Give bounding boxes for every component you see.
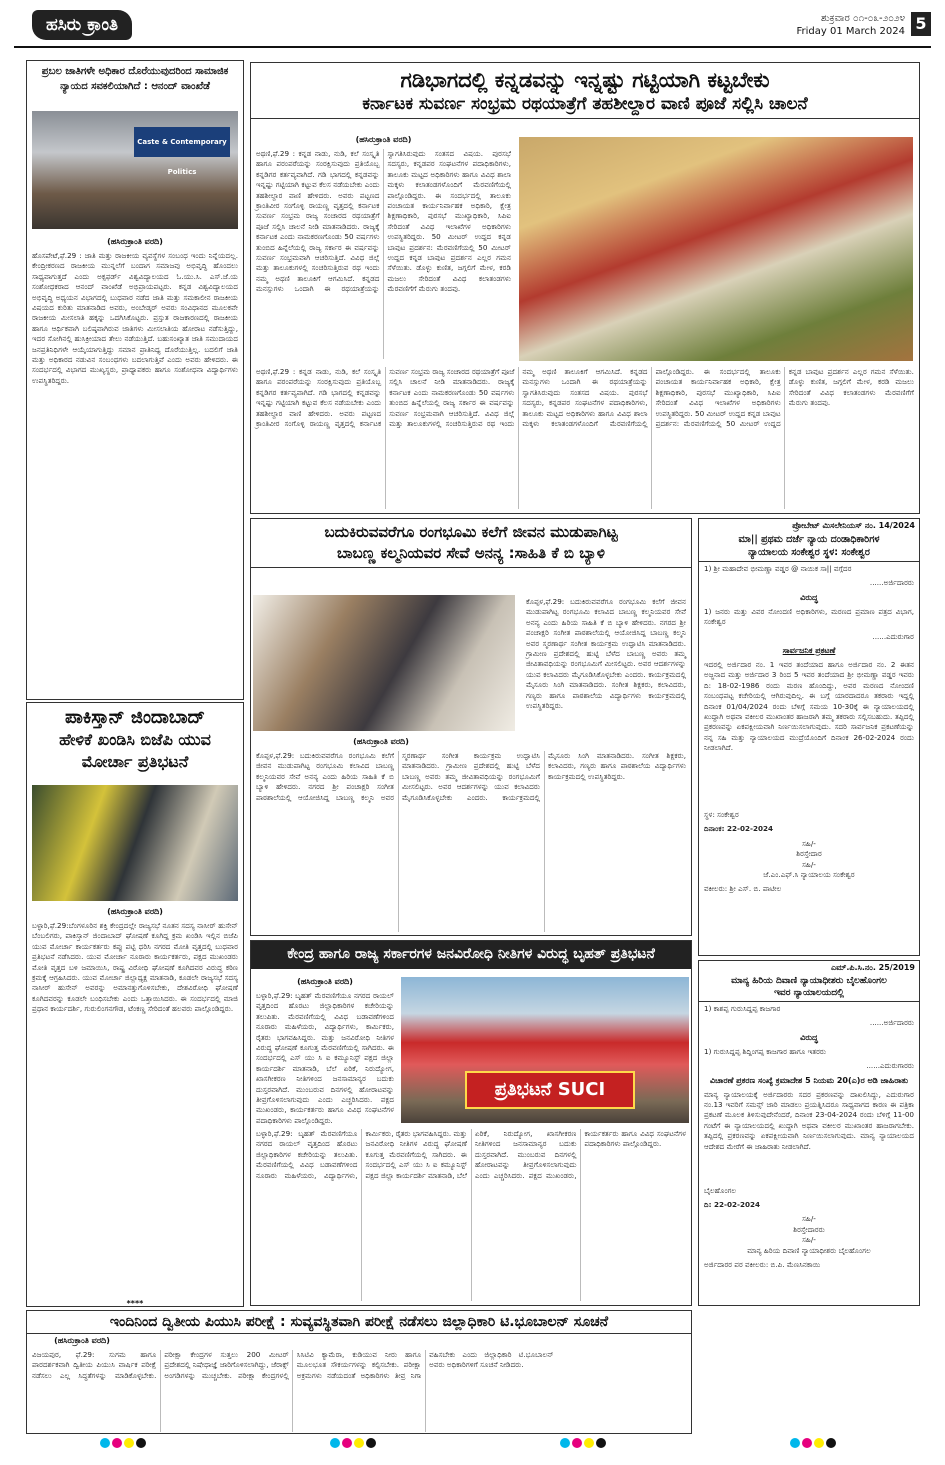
article-protest-headline: ಕೇಂದ್ರ ಹಾಗೂ ರಾಜ್ಯ ಸರ್ಕಾರಗಳ ಜನವಿರೋಧಿ ನೀತಿಗಳ ವಿರುದ್ಧ ಬೃಹತ್ ಪ್ರತಿಭಟನೆ	[251, 941, 691, 969]
article-suci-protest	[250, 940, 692, 1306]
notice-2-petitioner-role: ......ಅರ್ಜಿದಾರರು	[869, 1018, 914, 1028]
article-kannada-body-top: ಅಥಣಿ,ಫೆ.29 : ಕನ್ನಡ ನಾಡು, ನುಡಿ, ಕಲೆ ಸಂಸ್ಕೃತಿ ಹಾಗೂ ಪರಂಪರೆಯನ್ನು ಸಂರಕ್ಷಿಸುವುದು ಪ್ರತಿಯೊಬ್ಬ ಕನ್ನಡಿಗರ ಕರ್ತವ್ಯವಾಗಿದೆ. ಗಡಿ ಭಾಗದಲ್ಲಿ ಕನ್ನಡವನ್ನು ಇನ್ನಷ್ಟು ಗಟ್ಟಿಯಾಗಿ ಕಟ್ಟುವ ಕೆಲಸ ನಡೆಯಬೇಕು ಎಂದು ತಹಶೀಲ್ದಾರ ವಾಣಿ ಹೇಳಿದರು. ಅವರು ಪಟ್ಟಣದ ಕ್ರಾಂತಿವೀರ ಸಂಗೊಳ್ಳಿ ರಾಯಣ್ಣ ವೃತ್ತದಲ್ಲಿ ಕರ್ನಾಟಕ ಸುವರ್ಣ ಸಂಭ್ರಮ ರಾಜ್ಯ ಸಂಚಾರದ ರಥಯಾತ್ರೆಗೆ ಪೂಜೆ ಸಲ್ಲಿಸಿ ಚಾಲನೆ ನೀಡಿ ಮಾತನಾಡಿದರು. ರಾಜ್ಯಕ್ಕೆ ಕರ್ನಾಟಕ ಎಂದು ನಾಮಕರಣಗೊಂಡು 50 ವರ್ಷಗಳು ತುಂಬಿದ ಹಿನ್ನೆಲೆಯಲ್ಲಿ ರಾಜ್ಯ ಸರ್ಕಾರ ಈ ವರ್ಷವನ್ನು ಸುವರ್ಣ ಸಂಭ್ರಮವಾಗಿ ಆಚರಿಸುತ್ತಿದೆ. ವಿವಿಧ ಜಿಲ್ಲೆ ಮತ್ತು ತಾಲೂಕುಗಳಲ್ಲಿ ಸಂಚರಿಸುತ್ತಿರುವ ರಥ ಇಂದು ನಮ್ಮ ಅಥಣಿ ತಾಲೂಕಿಗೆ ಆಗಮಿಸಿದೆ. ಕನ್ನಡದ ಮನಸ್ಸುಗಳು ಒಂದಾಗಿ ಈ ರಥಯಾತ್ರೆಯನ್ನು ಸ್ವಾಗತಿಸಿರುವುದು ಸಂತಸದ ವಿಷಯ. ಪುರಸಭೆ ಸದಸ್ಯರು, ಕನ್ನಡಪರ ಸಂಘಟನೆಗಳ ಪದಾಧಿಕಾರಿಗಳು, ತಾಲೂಕು ಮಟ್ಟದ ಅಧಿಕಾರಿಗಳು ಹಾಗೂ ವಿವಿಧ ಶಾಲಾ ಮಕ್ಕಳು ಕಲಾತಂಡಗಳೊಂದಿಗೆ ಮೆರವಣಿಗೆಯಲ್ಲಿ ಪಾಲ್ಗೊಂಡಿದ್ದರು. ಈ ಸಂದರ್ಭದಲ್ಲಿ ತಾಲೂಕು ಪಂಚಾಯತ ಕಾರ್ಯನಿರ್ವಾಹಕ ಅಧಿಕಾರಿ, ಕ್ಷೇತ್ರ ಶಿಕ್ಷಣಾಧಿಕಾರಿ, ಪುರಸಭೆ ಮುಖ್ಯಾಧಿಕಾರಿ, ಸಿಪಿಐ ಸೇರಿದಂತೆ ವಿವಿಧ ಇಲಾಖೆಗಳ ಅಧಿಕಾರಿಗಳು ಉಪಸ್ಥಿತರಿದ್ದರು. 50 ಮೀಟರ್ ಉದ್ದದ ಕನ್ನಡ ಬಾವುಟ ಪ್ರದರ್ಶನ: ಮೆರವಣಿಗೆಯಲ್ಲಿ 50 ಮೀಟರ್ ಉದ್ದದ ಕನ್ನಡ ಬಾವುಟ ಪ್ರದರ್ಶನ ಎಲ್ಲರ ಗಮನ ಸೆಳೆಯಿತು. ಡೊಳ್ಳು ಕುಣಿತ, ಜಗ್ಗಲಿಗೆ ಮೇಳ, ಕರಡಿ ಮಜಲು ಸೇರಿದಂತೆ ವಿವಿಧ ಕಲಾತಂಡಗಳು ಮೆರವಣಿಗೆಗೆ ಮೆರುಗು ತಂದವು.	[256, 149, 511, 294]
article-caste-politics	[26, 60, 244, 700]
conference-photo	[32, 111, 238, 229]
notice-1-respondent: 1) ಜನರು ಮತ್ತು ವಿವರ ನೋಂದಣಿ ಅಧಿಕಾರಿಗಳು, ಮರಣದ ಪ್ರಮಾಣ ಪತ್ರದ ವಿಭಾಗ, ಸಂಕೇಶ್ವರ	[704, 606, 914, 627]
notice-2-place: ಬೈಲಹೊಂಗಲ	[704, 1185, 737, 1195]
notice-1-ref: ಪ್ರೋಬೇಟ್ ಮಿಸಲೇನಿಯಸ್ ನಂ. 14/2024	[792, 521, 915, 530]
notice-1-sig-1-role: ಶಿರಸ್ತೇದಾರ	[796, 849, 822, 859]
registration-dot	[366, 1438, 376, 1448]
notice-2-advocate: ಅರ್ಜಿದಾರರ ಪರ ವಕೀಲರು: ಬಿ.ಪಿ. ಮೆಣಸಿನಕಾಯಿ	[704, 1260, 821, 1270]
legal-notice-probate	[698, 518, 920, 956]
article-kannada-rathayatra	[250, 62, 920, 514]
registration-dot	[100, 1438, 110, 1448]
notice-1-court-2: ನ್ಯಾಯಾಲಯ ಸಂಕೇಶ್ವರ ಸ್ಥಳ: ಸಂಕೇಶ್ವರ	[699, 546, 919, 562]
article-caste-headline: ಪ್ರಬಲ ಜಾತಿಗಳೇ ಅಧಿಕಾರ ದೊರೆಯುವುದರಿಂದ ಸಾಮಾಜಿಕ ನ್ಯಾಯದ ಸವಕಲಿಯಾಗಿದೆ : ಆನಂದ್ ವಾಂಖೆಡೆ	[41, 66, 229, 92]
notice-2-petitioner: 1) ಕಾಶಪ್ಪ ಗುರುಸಿದ್ದಪ್ಪ ಕಾಜಗಾರ	[704, 1004, 781, 1013]
registration-dot	[584, 1438, 594, 1448]
registration-dot	[596, 1438, 606, 1448]
notice-2-text: ಮಾನ್ಯ ನ್ಯಾಯಾಲಯಕ್ಕೆ ಅರ್ಜಿದಾರರು ಸದರ ಪ್ರಕರಣವನ್ನು ದಾಖಲಿಸಿದ್ದು, ಎದುರುಗಾರ ನಂ.13 ಇವರಿಗೆ ಸಮನ್ಸ್ ಜಾರಿ ಮಾಡಲು ಪ್ರಯತ್ನಿಸಿದರೂ ಸಾಧ್ಯವಾಗದ ಕಾರಣ ಈ ಪತ್ರಿಕಾ ಪ್ರಕಟಣೆ ಮೂಲಕ ತಿಳಿಸುವುದೇನೆಂದರೆ, ದಿನಾಂಕ 23-04-2024 ರಂದು ಬೆಳಿಗ್ಗೆ 11-00 ಗಂಟೆಗೆ ಈ ನ್ಯಾಯಾಲಯದಲ್ಲಿ ಖುದ್ದಾಗಿ ಅಥವಾ ವಕೀಲರ ಮುಖಾಂತರ ಹಾಜರಾಗಬೇಕು. ತಪ್ಪಿದಲ್ಲಿ ಪ್ರಕರಣವನ್ನು ಏಕಪಕ್ಷೀಯವಾಗಿ ನಿರ್ಣಯಿಸಲಾಗುವುದು. ಮಾನ್ಯ ನ್ಯಾಯಾಲಯದ ಆದೇಶದ ಮೇರೆಗೆ ಈ ಜಾಹಿರಾತು ನೀಡಲಾಗಿದೆ.	[704, 1089, 914, 1151]
article-puc-exam	[26, 1310, 692, 1434]
notice-1-vs: ವಿರುದ್ಧ	[800, 592, 818, 602]
notice-2-sig-2-role: ಮಾನ್ಯ ಹಿರಿಯ ದಿವಾಣಿ ನ್ಯಾಯಾಧೀಶರು ಬೈಲಹೊಂಗಲ	[747, 1245, 871, 1255]
article-theatre-body: ಕೊಪ್ಪಳ,ಫೆ.29: ಬದುಕಿರುವವರೆಗೂ ರಂಗಭೂಮಿ ಕಲೆಗೆ ಜೀವನ ಮುಡುಪಾಗಿಟ್ಟ ರಂಗಭೂಮಿ ಕಲಾವಿದ ಬಾಬಣ್ಣ ಕಲ್ಮನಿಯವರ ಸೇವೆ ಅನನ್ಯ ಎಂದು ಹಿರಿಯ ಸಾಹಿತಿ ಕೆ ಬಿ ಬ್ಯಾಳಿ ಹೇಳಿದರು. ನಗರದ ಶ್ರೀ ಪಂಚಾಕ್ಷರಿ ಸಂಗೀತ ಪಾಠಶಾಲೆಯಲ್ಲಿ ಆಯೋಜಿಸಿದ್ದ ಬಾಬಣ್ಣ ಕಲ್ಮನಿ ಅವರ ಸ್ಮರಣಾರ್ಥ ಸಂಗೀತ ಕಾರ್ಯಕ್ರಮ ಉದ್ಘಾಟಿಸಿ ಮಾತನಾಡಿದರು. ಗ್ರಾಮೀಣ ಪ್ರದೇಶದಲ್ಲಿ ಹುಟ್ಟಿ ಬೆಳೆದ ಬಾಬಣ್ಣ ಅವರು ತಮ್ಮ ಜೀವಿತಾವಧಿಯನ್ನು ರಂಗಭೂಮಿಗೆ ಮೀಸಲಿಟ್ಟರು. ಅವರ ಆದರ್ಶಗಳನ್ನು ಯುವ ಕಲಾವಿದರು ಮೈಗೂಡಿಸಿಕೊಳ್ಳಬೇಕು ಎಂದರು. ಕಾರ್ಯಕ್ರಮದಲ್ಲಿ ಮೈಸೂರು ಸಿಂಗಿ ಮಾತನಾಡಿದರು. ಸಂಗೀತ ಶಿಕ್ಷಕರು, ಕಲಾವಿದರು, ಗಣ್ಯರು ಹಾಗೂ ಪಾಠಶಾಲೆಯ ವಿದ್ಯಾರ್ಥಿಗಳು ಕಾರ್ಯಕ್ರಮದಲ್ಲಿ ಉಪಸ್ಥಿತರಿದ್ದರು.	[256, 751, 686, 802]
registration-dot	[826, 1438, 836, 1448]
legal-notice-mpc	[698, 960, 920, 1306]
article-kannada-subhead: ಕರ್ನಾಟಕ ಸುವರ್ಣ ಸಂಭ್ರಮ ರಥಯಾತ್ರೆಗೆ ತಹಶೀಲ್ದಾರ ವಾಣಿ ಪೂಜೆ ಸಲ್ಲಿಸಿ ಚಾಲನೆ	[251, 93, 919, 119]
suci-protest-photo	[401, 977, 689, 1123]
registration-marks-4	[790, 1437, 838, 1451]
registration-dot	[814, 1438, 824, 1448]
issue-date-en: Friday 01 March 2024	[796, 26, 905, 37]
paper-name: ಹಸಿರು ಕ್ರಾಂತಿ	[32, 10, 132, 40]
registration-dot	[330, 1438, 340, 1448]
notice-1-petitioner-role: ......ಅರ್ಜಿದಾರರು	[869, 578, 914, 588]
suci-protest-banner: ಪ್ರತಿಭಟನೆ SUCI	[465, 1071, 635, 1109]
article-protest-body-left: ಬಳ್ಳಾರಿ,ಫೆ.29: ಬೃಹತ್ ಮೆರವಣಿಗೆಯೂ ನಗರದ ರಾಯಲ್ ವೃತ್ತದಿಂದ ಹೊರಟು ಜಿಲ್ಲಾಧಿಕಾರಿಗಳ ಕಚೇರಿಯನ್ನು ತಲುಪಿತು. ಮೆರವಣಿಗೆಯಲ್ಲಿ ವಿವಿಧ ಬಡಾವಣೆಗಳಿಂದ ನೂರಾರು ಮಹಿಳೆಯರು, ವಿದ್ಯಾರ್ಥಿಗಳು, ಕಾರ್ಮಿಕರು, ರೈತರು ಭಾಗವಹಿಸಿದ್ದರು. ಮತ್ತು ಜನವಿರೋಧಿ ನೀತಿಗಳ ವಿರುದ್ಧ ಘೋಷಣೆ ಕೂಗುತ್ತ ಮೆರವಣಿಗೆಯಲ್ಲಿ ಸಾಗಿದರು. ಈ ಸಂದರ್ಭದಲ್ಲಿ ಎಸ್ ಯು ಸಿ ಐ ಕಮ್ಯೂನಿಸ್ಟ್ ಪಕ್ಷದ ಜಿಲ್ಲಾ ಕಾರ್ಯದರ್ಶಿ ಮಾತನಾಡಿ, ಬೆಲೆ ಏರಿಕೆ, ನಿರುದ್ಯೋಗ, ಖಾಸಗೀಕರಣ ನೀತಿಗಳಿಂದ ಜನಸಾಮಾನ್ಯರ ಬದುಕು ದುಸ್ತರವಾಗಿದೆ. ಮುಂಬರುವ ದಿನಗಳಲ್ಲಿ ಹೋರಾಟವನ್ನು ತೀವ್ರಗೊಳಿಸಲಾಗುವುದು ಎಂದು ಎಚ್ಚರಿಸಿದರು. ಪಕ್ಷದ ಮುಖಂಡರು, ಕಾರ್ಯಕರ್ತರು ಹಾಗೂ ವಿವಿಧ ಸಂಘಟನೆಗಳ ಪದಾಧಿಕಾರಿಗಳು ಪಾಲ್ಗೊಂಡಿದ್ದರು.	[256, 991, 394, 1125]
bjp-protest-photo	[32, 785, 238, 901]
registration-dot	[124, 1438, 134, 1448]
registration-marks-1	[100, 1437, 148, 1451]
notice-1-respondent-role: ......ಎದುರುಗಾರ	[872, 631, 914, 641]
issue-date-kn: ಶುಕ್ರವಾರ ೦೧-೦೩-೨೦೨೪	[820, 13, 905, 24]
article-caste-dateline: (ಹಸಿರುಕ್ರಾಂತಿ ವರದಿ)	[107, 237, 163, 246]
article-bjp-protest	[26, 702, 244, 1307]
page-number: 5	[911, 12, 931, 36]
article-pak-headline-3: ಮೋರ್ಚಾ ಪ್ರತಿಭಟನೆ	[81, 752, 189, 771]
article-theatre-headline-1: ಬದುಕಿರುವವರೆಗೂ ರಂಗಭೂಮಿ ಕಲೆಗೆ ಜೀವನ ಮುಡುಪಾಗಿಟ್ಟ	[324, 523, 618, 541]
notice-1-place: ಸ್ಥಳ: ಸಂಕೇಶ್ವರ	[704, 810, 739, 820]
article-kannada-body-bottom: ಅಥಣಿ,ಫೆ.29 : ಕನ್ನಡ ನಾಡು, ನುಡಿ, ಕಲೆ ಸಂಸ್ಕೃತಿ ಹಾಗೂ ಪರಂಪರೆಯನ್ನು ಸಂರಕ್ಷಿಸುವುದು ಪ್ರತಿಯೊಬ್ಬ ಕನ್ನಡಿಗರ ಕರ್ತವ್ಯವಾಗಿದೆ. ಗಡಿ ಭಾಗದಲ್ಲಿ ಕನ್ನಡವನ್ನು ಇನ್ನಷ್ಟು ಗಟ್ಟಿಯಾಗಿ ಕಟ್ಟುವ ಕೆಲಸ ನಡೆಯಬೇಕು ಎಂದು ತಹಶೀಲ್ದಾರ ವಾಣಿ ಹೇಳಿದರು. ಅವರು ಪಟ್ಟಣದ ಕ್ರಾಂತಿವೀರ ಸಂಗೊಳ್ಳಿ ರಾಯಣ್ಣ ವೃತ್ತದಲ್ಲಿ ಕರ್ನಾಟಕ ಸುವರ್ಣ ಸಂಭ್ರಮ ರಾಜ್ಯ ಸಂಚಾರದ ರಥಯಾತ್ರೆಗೆ ಪೂಜೆ ಸಲ್ಲಿಸಿ ಚಾಲನೆ ನೀಡಿ ಮಾತನಾಡಿದರು. ರಾಜ್ಯಕ್ಕೆ ಕರ್ನಾಟಕ ಎಂದು ನಾಮಕರಣಗೊಂಡು 50 ವರ್ಷಗಳು ತುಂಬಿದ ಹಿನ್ನೆಲೆಯಲ್ಲಿ ರಾಜ್ಯ ಸರ್ಕಾರ ಈ ವರ್ಷವನ್ನು ಸುವರ್ಣ ಸಂಭ್ರಮವಾಗಿ ಆಚರಿಸುತ್ತಿದೆ. ವಿವಿಧ ಜಿಲ್ಲೆ ಮತ್ತು ತಾಲೂಕುಗಳಲ್ಲಿ ಸಂಚರಿಸುತ್ತಿರುವ ರಥ ಇಂದು ನಮ್ಮ ಅಥಣಿ ತಾಲೂಕಿಗೆ ಆಗಮಿಸಿದೆ. ಕನ್ನಡದ ಮನಸ್ಸುಗಳು ಒಂದಾಗಿ ಈ ರಥಯಾತ್ರೆಯನ್ನು ಸ್ವಾಗತಿಸಿರುವುದು ಸಂತಸದ ವಿಷಯ. ಪುರಸಭೆ ಸದಸ್ಯರು, ಕನ್ನಡಪರ ಸಂಘಟನೆಗಳ ಪದಾಧಿಕಾರಿಗಳು, ತಾಲೂಕು ಮಟ್ಟದ ಅಧಿಕಾರಿಗಳು ಹಾಗೂ ವಿವಿಧ ಶಾಲಾ ಮಕ್ಕಳು ಕಲಾತಂಡಗಳೊಂದಿಗೆ ಮೆರವಣಿಗೆಯಲ್ಲಿ ಪಾಲ್ಗೊಂಡಿದ್ದರು. ಈ ಸಂದರ್ಭದಲ್ಲಿ ತಾಲೂಕು ಪಂಚಾಯತ ಕಾರ್ಯನಿರ್ವಾಹಕ ಅಧಿಕಾರಿ, ಕ್ಷೇತ್ರ ಶಿಕ್ಷಣಾಧಿಕಾರಿ, ಪುರಸಭೆ ಮುಖ್ಯಾಧಿಕಾರಿ, ಸಿಪಿಐ ಸೇರಿದಂತೆ ವಿವಿಧ ಇಲಾಖೆಗಳ ಅಧಿಕಾರಿಗಳು ಉಪಸ್ಥಿತರಿದ್ದರು. 50 ಮೀಟರ್ ಉದ್ದದ ಕನ್ನಡ ಬಾವುಟ ಪ್ರದರ್ಶನ: ಮೆರವಣಿಗೆಯಲ್ಲಿ 50 ಮೀಟರ್ ಉದ್ದದ ಕನ್ನಡ ಬಾವುಟ ಪ್ರದರ್ಶನ ಎಲ್ಲರ ಗಮನ ಸೆಳೆಯಿತು. ಡೊಳ್ಳು ಕುಣಿತ, ಜಗ್ಗಲಿಗೆ ಮೇಳ, ಕರಡಿ ಮಜಲು ಸೇರಿದಂತೆ ವಿವಿಧ ಕಲಾತಂಡಗಳು ಮೆರವಣಿಗೆಗೆ ಮೆರುಗು ತಂದವು.	[256, 367, 914, 429]
registration-dot	[790, 1438, 800, 1448]
article-theatre-babanna	[250, 518, 692, 936]
notice-1-sig-2: ಸಹಿ/-	[802, 859, 816, 869]
article-pak-body: ಬಳ್ಳಾರಿ,ಫೆ.29:ಬೆಂಗಳೂರಿನ ಶಕ್ತಿ ಕೇಂದ್ರದಲ್ಲೇ ರಾಜ್ಯಸಭೆ ನೂತನ ಸದಸ್ಯ ನಾಸೀರ್ ಹುಸೇನ್ ಬೆಂಬಲಿಗರು, ಪಾಕಿಸ್ತಾನ್ ಜಿಂದಾಬಾದ್ ಘೋಷಣೆ ಕೂಗಿದ್ದ ಕ್ರಮ ಖಂಡಿಸಿ ಇಲ್ಲಿನ ಬಿಜೆಪಿ ಯುವ ಮೋರ್ಚಾ ಕಾರ್ಯಕರ್ತರು ಕಪ್ಪು ಪಟ್ಟಿ ಧರಿಸಿ ನಗರದ ಮೋತಿ ವೃತ್ತದಲ್ಲಿ ಬುಧವಾರ ಪ್ರತಿಭಟನೆ ನಡೆಸಿದರು. ಯುವ ಮೋರ್ಚಾ ನೂರಾರು ಕಾರ್ಯಕರ್ತರು, ಪಕ್ಷದ ಮುಖಂಡರು ಮೋತಿ ವೃತ್ತದ ಬಳಿ ಜಮಾಯಿಸಿ, ರಾಷ್ಟ್ರ ವಿರೋಧಿ ಘೋಷಣೆ ಕೂಗಿದವರ ವಿರುದ್ಧ ಕಠಿಣ ಕ್ರಮಕ್ಕೆ ಆಗ್ರಹಿಸಿದರು. ಯುವ ಮೋರ್ಚಾ ಜಿಲ್ಲಾಧ್ಯಕ್ಷ ಮಾತನಾಡಿ, ಕೂಡಲೇ ರಾಜ್ಯಸಭೆ ಸದಸ್ಯ ನಾಸೀರ್ ಹುಸೇನ್ ಅವರನ್ನು ಅಮಾನತ್ತುಗೊಳಿಸಬೇಕು, ದೇಶವಿರೋಧಿ ಘೋಷಣೆ ಕೂಗಿದವರನ್ನು ಕೂಡಲೇ ಬಂಧಿಸಬೇಕು ಎಂದು ಒತ್ತಾಯಿಸಿದರು. ಈ ಸಂದರ್ಭದಲ್ಲಿ ಮಾಜಿ ಪ್ರಧಾನ ಕಾರ್ಯದರ್ಶಿ, ಗುರುಲಿಂಗನಗೌಡ, ಟೆಂಕಣ್ಣ ಸೇರಿದಂತೆ ಹಲವರು ಪಾಲ್ಗೊಂಡಿದ್ದರು.	[32, 921, 238, 1014]
article-theatre-dateline: (ಹಸಿರುಕ್ರಾಂತಿ ವರದಿ)	[353, 737, 409, 746]
notice-1-date: ದಿನಾಂಕ: 22-02-2024	[704, 824, 773, 834]
article-caste-body: ಹೊಸಪೇಟೆ,ಫೆ.29 : ಜಾತಿ ಮತ್ತು ರಾಜಕೀಯ ವ್ಯವಸ್ಥೆಗಳ ಸಂಬಂಧ ಇಂದು ನಿನ್ನೆಯದಲ್ಲ. ಕೇಂದ್ರೀಕರಣದ ರಾಜಕೀಯ ಮುನ್ನಲೆಗೆ ಬಂದಾಗ ಸಮಾಜವು ಅಭಿವೃದ್ಧಿ ಹೊಂದಲು ಸಾಧ್ಯವಾಗುತ್ತದೆ ಎಂದು ಅಕ್ಸಫರ್ಡ್ ವಿಶ್ವವಿದ್ಯಾಲಯದ ಓ.ಯು.ಸಿ. ಎಸ್.ಜೆ.ಯ ಸಂಶೋಧಕರಾದ ಆನಂದ್ ವಾಂಖೆಡೆ ಅಭಿಪ್ರಾಯಪಟ್ಟರು. ಕನ್ನಡ ವಿಶ್ವವಿದ್ಯಾಲಯದ ಅಭಿವೃದ್ಧಿ ಅಧ್ಯಯನ ವಿಭಾಗದಲ್ಲಿ ಬುಧವಾರ ನಡೆದ ಜಾತಿ ಮತ್ತು ಸಮಕಾಲೀನ ರಾಜಕೀಯ ವಿಷಯದ ಕುರಿತು ಮಾತನಾಡಿದ ಅವರು, ಅಂಬೇಡ್ಕರ್ ಅವರು ಸಂವಿಧಾನದ ಮೂಲಕವೇ ರಾಜಕೀಯ ಮೀಸಲಾತಿ ಹಕ್ಕನ್ನು ಒದಗಿಸಿಕೊಟ್ಟರು. ಪ್ರಸ್ತುತ ರಾಜಕಾರಣದಲ್ಲಿ ರಾಜಕೀಯ ಹಾಗೂ ಆರ್ಥಿಕವಾಗಿ ಬಲಿಷ್ಠವಾಗಿರುವ ಜಾತಿಗಳು ಮೀಸಲಾತಿಯ ಹೋರಾಟ ನಡೆಸುತ್ತಿದ್ದು, ಇದರ ಸೋಗಿನಲ್ಲಿ ಹುಸಿಕ್ರೀಯಾದ ತೇಲು ನಡೆಯುತ್ತಿದೆ. ಬಹುಸಂಖ್ಯಾತ ಜಾತಿ ಸಮುದಾಯದ ಜನಪ್ರತಿನಿಧಿಗಳೇ ಆಯ್ಕೆಯಾಗುತ್ತಿದ್ದು ಸಮಾನ ಪ್ರಾತಿನಿಧ್ಯ ದೊರೆಯುತ್ತಿಲ್ಲ. ಬದಲಿಗೆ ಜಾತಿ ಮತ್ತು ಅಧಿಕಾರದ ನಡುವಿನ ಸಂಬಂಧಗಳು ಬದಲಾಗುತ್ತಿವೆ ಎಂದು ಅವರು ಹೇಳಿದರು. ಈ ಸಂದರ್ಭದಲ್ಲಿ ವಿಭಾಗದ ಮುಖ್ಯಸ್ಥರು, ಪ್ರಾಧ್ಯಾಪಕರು ಹಾಗೂ ಸಂಶೋಧನಾ ವಿದ್ಯಾರ್ಥಿಗಳು ಉಪಸ್ಥಿತರಿದ್ದರು.	[32, 251, 238, 385]
article-pak-dateline: (ಹಸಿರುಕ್ರಾಂತಿ ವರದಿ)	[107, 907, 163, 916]
notice-2-respondent-role: ......ಎದುರುಗಾರರು	[866, 1061, 914, 1071]
notice-2-court-2: ಇವರ ನ್ಯಾಯಾಲಯದಲ್ಲಿ	[699, 987, 919, 1002]
registration-marks-3	[560, 1437, 608, 1451]
article-kannada-dateline: (ಹಸಿರುಕ್ರಾಂತಿ ವರದಿ)	[355, 135, 412, 144]
registration-dot	[802, 1438, 812, 1448]
article-puc-dateline: (ಹಸಿರುಕ್ರಾಂತಿ ವರದಿ)	[54, 1336, 110, 1345]
registration-dot	[342, 1438, 352, 1448]
notice-1-sig-2-role: ಜೆ.ಎಂ.ಎಫ್.ಸಿ ನ್ಯಾಯಾಲಯ ಸಂಕೇಶ್ವರ	[763, 870, 855, 880]
article-pak-end-mark: ****	[126, 1299, 144, 1307]
article-theatre-body-right: ಕೊಪ್ಪಳ,ಫೆ.29: ಬದುಕಿರುವವರೆಗೂ ರಂಗಭೂಮಿ ಕಲೆಗೆ ಜೀವನ ಮುಡುಪಾಗಿಟ್ಟ ರಂಗಭೂಮಿ ಕಲಾವಿದ ಬಾಬಣ್ಣ ಕಲ್ಮನಿಯವರ ಸೇವೆ ಅನನ್ಯ ಎಂದು ಹಿರಿಯ ಸಾಹಿತಿ ಕೆ ಬಿ ಬ್ಯಾಳಿ ಹೇಳಿದರು. ನಗರದ ಶ್ರೀ ಪಂಚಾಕ್ಷರಿ ಸಂಗೀತ ಪಾಠಶಾಲೆಯಲ್ಲಿ ಆಯೋಜಿಸಿದ್ದ ಬಾಬಣ್ಣ ಕಲ್ಮನಿ ಅವರ ಸ್ಮರಣಾರ್ಥ ಸಂಗೀತ ಕಾರ್ಯಕ್ರಮ ಉದ್ಘಾಟಿಸಿ ಮಾತನಾಡಿದರು. ಗ್ರಾಮೀಣ ಪ್ರದೇಶದಲ್ಲಿ ಹುಟ್ಟಿ ಬೆಳೆದ ಬಾಬಣ್ಣ ಅವರು ತಮ್ಮ ಜೀವಿತಾವಧಿಯನ್ನು ರಂಗಭೂಮಿಗೆ ಮೀಸಲಿಟ್ಟರು. ಅವರ ಆದರ್ಶಗಳನ್ನು ಯುವ ಕಲಾವಿದರು ಮೈಗೂಡಿಸಿಕೊಳ್ಳಬೇಕು ಎಂದರು. ಕಾರ್ಯಕ್ರಮದಲ್ಲಿ ಮೈಸೂರು ಸಿಂಗಿ ಮಾತನಾಡಿದರು. ಸಂಗೀತ ಶಿಕ್ಷಕರು, ಕಲಾವಿದರು, ಗಣ್ಯರು ಹಾಗೂ ಪಾಠಶಾಲೆಯ ವಿದ್ಯಾರ್ಥಿಗಳು ಕಾರ್ಯಕ್ರಮದಲ್ಲಿ ಉಪಸ್ಥಿತರಿದ್ದರು.	[526, 597, 686, 711]
registration-marks-2	[330, 1437, 378, 1451]
notice-2-sig-1: ಸಹಿ/-	[802, 1214, 816, 1224]
registration-dot	[354, 1438, 364, 1448]
notice-2-vs: ವಿರುದ್ಧ	[800, 1032, 818, 1042]
notice-1-sig-1: ಸಹಿ/-	[802, 838, 816, 848]
issue-date	[796, 12, 905, 38]
registration-dot	[112, 1438, 122, 1448]
article-puc-headline: ಇಂದಿನಿಂದ ದ್ವಿತೀಯ ಪಿಯುಸಿ ಪರೀಕ್ಷೆ : ಸುವ್ಯವಸ್ಥಿತವಾಗಿ ಪರೀಕ್ಷೆ ನಡೆಸಲು ಜಿಲ್ಲಾಧಿಕಾರಿ ಟಿ.ಭೂಬಾಲನ್ ಸೂಚನೆ	[27, 1311, 691, 1334]
article-theatre-headline-2: ಬಾಬಣ್ಣ ಕಲ್ಮನಿಯವರ ಸೇವೆ ಅನನ್ಯ :ಸಾಹಿತಿ ಕೆ ಬಿ ಬ್ಯಾಳಿ	[251, 543, 691, 568]
article-kannada-headline: ಗಡಿಭಾಗದಲ್ಲಿ ಕನ್ನಡವನ್ನು ಇನ್ನಷ್ಟು ಗಟ್ಟಿಯಾಗಿ ಕಟ್ಟಬೇಕು	[400, 68, 770, 92]
notice-2-respondent: 1) ಗುರುಸಿದ್ದಪ್ಪ ಶಿದ್ದಿಂಗಪ್ಪ ಕಾಜಗಾರ ಹಾಗೂ ಇತರರು	[704, 1046, 827, 1056]
notice-2-sig-1-role: ಶಿರಸ್ತೇದಾರರು	[793, 1224, 825, 1234]
notice-2-date: ದಿ: 22-02-2024	[704, 1200, 760, 1210]
article-protest-body: ಬಳ್ಳಾರಿ,ಫೆ.29: ಬೃಹತ್ ಮೆರವಣಿಗೆಯೂ ನಗರದ ರಾಯಲ್ ವೃತ್ತದಿಂದ ಹೊರಟು ಜಿಲ್ಲಾಧಿಕಾರಿಗಳ ಕಚೇರಿಯನ್ನು ತಲುಪಿತು. ಮೆರವಣಿಗೆಯಲ್ಲಿ ವಿವಿಧ ಬಡಾವಣೆಗಳಿಂದ ನೂರಾರು ಮಹಿಳೆಯರು, ವಿದ್ಯಾರ್ಥಿಗಳು, ಕಾರ್ಮಿಕರು, ರೈತರು ಭಾಗವಹಿಸಿದ್ದರು. ಮತ್ತು ಜನವಿರೋಧಿ ನೀತಿಗಳ ವಿರುದ್ಧ ಘೋಷಣೆ ಕೂಗುತ್ತ ಮೆರವಣಿಗೆಯಲ್ಲಿ ಸಾಗಿದರು. ಈ ಸಂದರ್ಭದಲ್ಲಿ ಎಸ್ ಯು ಸಿ ಐ ಕಮ್ಯೂನಿಸ್ಟ್ ಪಕ್ಷದ ಜಿಲ್ಲಾ ಕಾರ್ಯದರ್ಶಿ ಮಾತನಾಡಿ, ಬೆಲೆ ಏರಿಕೆ, ನಿರುದ್ಯೋಗ, ಖಾಸಗೀಕರಣ ನೀತಿಗಳಿಂದ ಜನಸಾಮಾನ್ಯರ ಬದುಕು ದುಸ್ತರವಾಗಿದೆ. ಮುಂಬರುವ ದಿನಗಳಲ್ಲಿ ಹೋರಾಟವನ್ನು ತೀವ್ರಗೊಳಿಸಲಾಗುವುದು ಎಂದು ಎಚ್ಚರಿಸಿದರು. ಪಕ್ಷದ ಮುಖಂಡರು, ಕಾರ್ಯಕರ್ತರು ಹಾಗೂ ವಿವಿಧ ಸಂಘಟನೆಗಳ ಪದಾಧಿಕಾರಿಗಳು ಪಾಲ್ಗೊಂಡಿದ್ದರು.	[256, 1129, 686, 1180]
notice-2-court-1: ಮಾನ್ಯ ಹಿರಿಯ ದಿವಾಣಿ ನ್ಯಾಯಾಧೀಶರು ಬೈಲಹೊಂಗಲ	[731, 976, 887, 986]
notice-2-ref: ಎಮ್.ಪಿ.ಸಿ.ನಂ. 25/2019	[831, 963, 915, 972]
notice-1-court-1: ಮಾ|| ಪ್ರಥಮ ದರ್ಜೆ ನ್ಯಾಯ ದಂಡಾಧಿಕಾರಿಗಳ	[738, 534, 880, 545]
rathayatra-photo	[519, 137, 913, 361]
theatre-event-photo	[253, 595, 515, 731]
notice-1-petitioner: 1) ಶ್ರೀ ಮಹಾದೇವ ಭೀಮಣ್ಣಾ ವಡ್ಡರ @ ನಾಯಿಕ ಸಾ|| ವಗ್ಗೆದರ	[704, 564, 852, 573]
notice-1-title: ಸಾರ್ವಜನಿಕ ಪ್ರಕಟಣೆ	[782, 646, 836, 656]
masthead	[14, 8, 931, 48]
article-pak-headline-1: ಪಾಕಿಸ್ತಾನ್ ಜಿಂದಾಬಾದ್	[64, 707, 206, 728]
article-protest-dateline: (ಹಸಿರುಕ್ರಾಂತಿ ವರದಿ)	[297, 977, 353, 986]
article-pak-headline-2: ಹೇಳಿಕೆ ಖಂಡಿಸಿ ಬಿಜೆಪಿ ಯುವ	[59, 730, 211, 749]
notice-1-text: ಇದರಲ್ಲಿ ಅರ್ಜಿದಾರ ನಂ. 1 ಇವರ ತಂದೆಯಾದ ಹಾಗೂ ಅರ್ಜಿದಾರ ನಂ. 2 ಈತನ ಅಜ್ಜನಾದ ಮತ್ತು ಅರ್ಜಿದಾರ 3 ರಿಂದ 5 ಇವರ ತಂದೆಯಾದ ಶ್ರೀ ಭೀಮಣ್ಣಾ ವಡ್ಡರ ಇವರು ದಿ: 18-02-1986 ರಂದು ಮರಣ ಹೊಂದಿದ್ದು, ಅವರ ಮರಣದ ನೋಂದಣಿ ಸಂಬಂಧಪಟ್ಟ ಕಚೇರಿಯಲ್ಲಿ ಆಗಿರುವುದಿಲ್ಲ. ಈ ಬಗ್ಗೆ ಯಾರದಾದರೂ ತಕರಾರು ಇದ್ದಲ್ಲಿ ದಿನಾಂಕ 01/04/2024 ರಂದು ಬೆಳಿಗ್ಗೆ ಸಮಯ 10-30ಕ್ಕೆ ಈ ನ್ಯಾಯಾಲಯದಲ್ಲಿ ಖುದ್ದಾಗಿ ಅಥವಾ ವಕೀಲರ ಮುಖಾಂತರ ಹಾಜರಾಗಿ ತಮ್ಮ ತಕರಾರು ಸಲ್ಲಿಸಬಹುದು. ತಪ್ಪಿದಲ್ಲಿ ಪ್ರಕರಣವನ್ನು ಏಕಪಕ್ಷೀಯವಾಗಿ ನಿರ್ಣಯಿಸಲಾಗುವುದು. ಸದರಿ ಸಾರ್ವಜನಿಕ ಪ್ರಕಟಣೆಯನ್ನು ನನ್ನ ಸಹಿ ಮತ್ತು ನ್ಯಾಯಾಲಯದ ಮುದ್ರೆಯೊಂದಿಗೆ ದಿನಾಂಕ 26-02-2024 ರಂದು ನೀಡಲಾಗಿದೆ.	[704, 660, 914, 753]
conference-banner: Caste & Contemporary Politics	[134, 127, 230, 157]
registration-dot	[572, 1438, 582, 1448]
notice-1-advocate: ವಕೀಲರು: ಶ್ರೀ ಎಸ್. ಬಿ. ಪಾಟೀಲ	[704, 884, 782, 894]
registration-dot	[136, 1438, 146, 1448]
registration-dot	[560, 1438, 570, 1448]
article-pak-headline	[27, 703, 243, 775]
article-puc-body: ವಿಜಯಪುರ, ಫೆ.29: ಸುಗಮ ಹಾಗೂ ಪಾರದರ್ಶಕವಾಗಿ ದ್ವಿತೀಯ ಪಿಯುಸಿ ವಾರ್ಷಿಕ ಪರೀಕ್ಷೆ ನಡೆಸಲು ಎಲ್ಲ ಸಿದ್ಧತೆಗಳನ್ನು ಮಾಡಿಕೊಳ್ಳಬೇಕು. ಪರೀಕ್ಷಾ ಕೇಂದ್ರಗಳ ಸುತ್ತಲು 200 ಮೀಟರ್ ಪ್ರದೇಶದಲ್ಲಿ ನಿಷೇಧಾಜ್ಞೆ ಜಾರಿಗೊಳಿಸಲಾಗಿದ್ದು, ಜೆರಾಕ್ಸ್ ಅಂಗಡಿಗಳನ್ನು ಮುಚ್ಚಬೇಕು. ಪರೀಕ್ಷಾ ಕೇಂದ್ರಗಳಲ್ಲಿ ಸಿಸಿಟಿವಿ ಕ್ಯಾಮೆರಾ, ಕುಡಿಯುವ ನೀರು ಹಾಗೂ ಮೂಲಭೂತ ಸೌಕರ್ಯಗಳನ್ನು ಕಲ್ಪಿಸಬೇಕು. ಪರೀಕ್ಷಾ ಅಕ್ರಮಗಳು ನಡೆಯದಂತೆ ಅಧಿಕಾರಿಗಳು ತೀವ್ರ ನಿಗಾ ವಹಿಸಬೇಕು ಎಂದು ಜಿಲ್ಲಾಧಿಕಾರಿ ಟಿ.ಭೂಬಾಲನ್ ಅವರು ಅಧಿಕಾರಿಗಳಿಗೆ ಸೂಚನೆ ನೀಡಿದರು.	[32, 1350, 554, 1380]
notice-2-sig-2: ಸಹಿ/-	[802, 1235, 816, 1245]
notice-2-title: ವಿಚಾರಣೆ ಪ್ರಕರಣ ಸಂಖ್ಯೆ ಕ್ರಮಾದೇಶ 5 ನಿಯಮ 20(ಎ)ರ ಅಡಿ ಜಾಹಿರಾತು	[709, 1075, 909, 1085]
